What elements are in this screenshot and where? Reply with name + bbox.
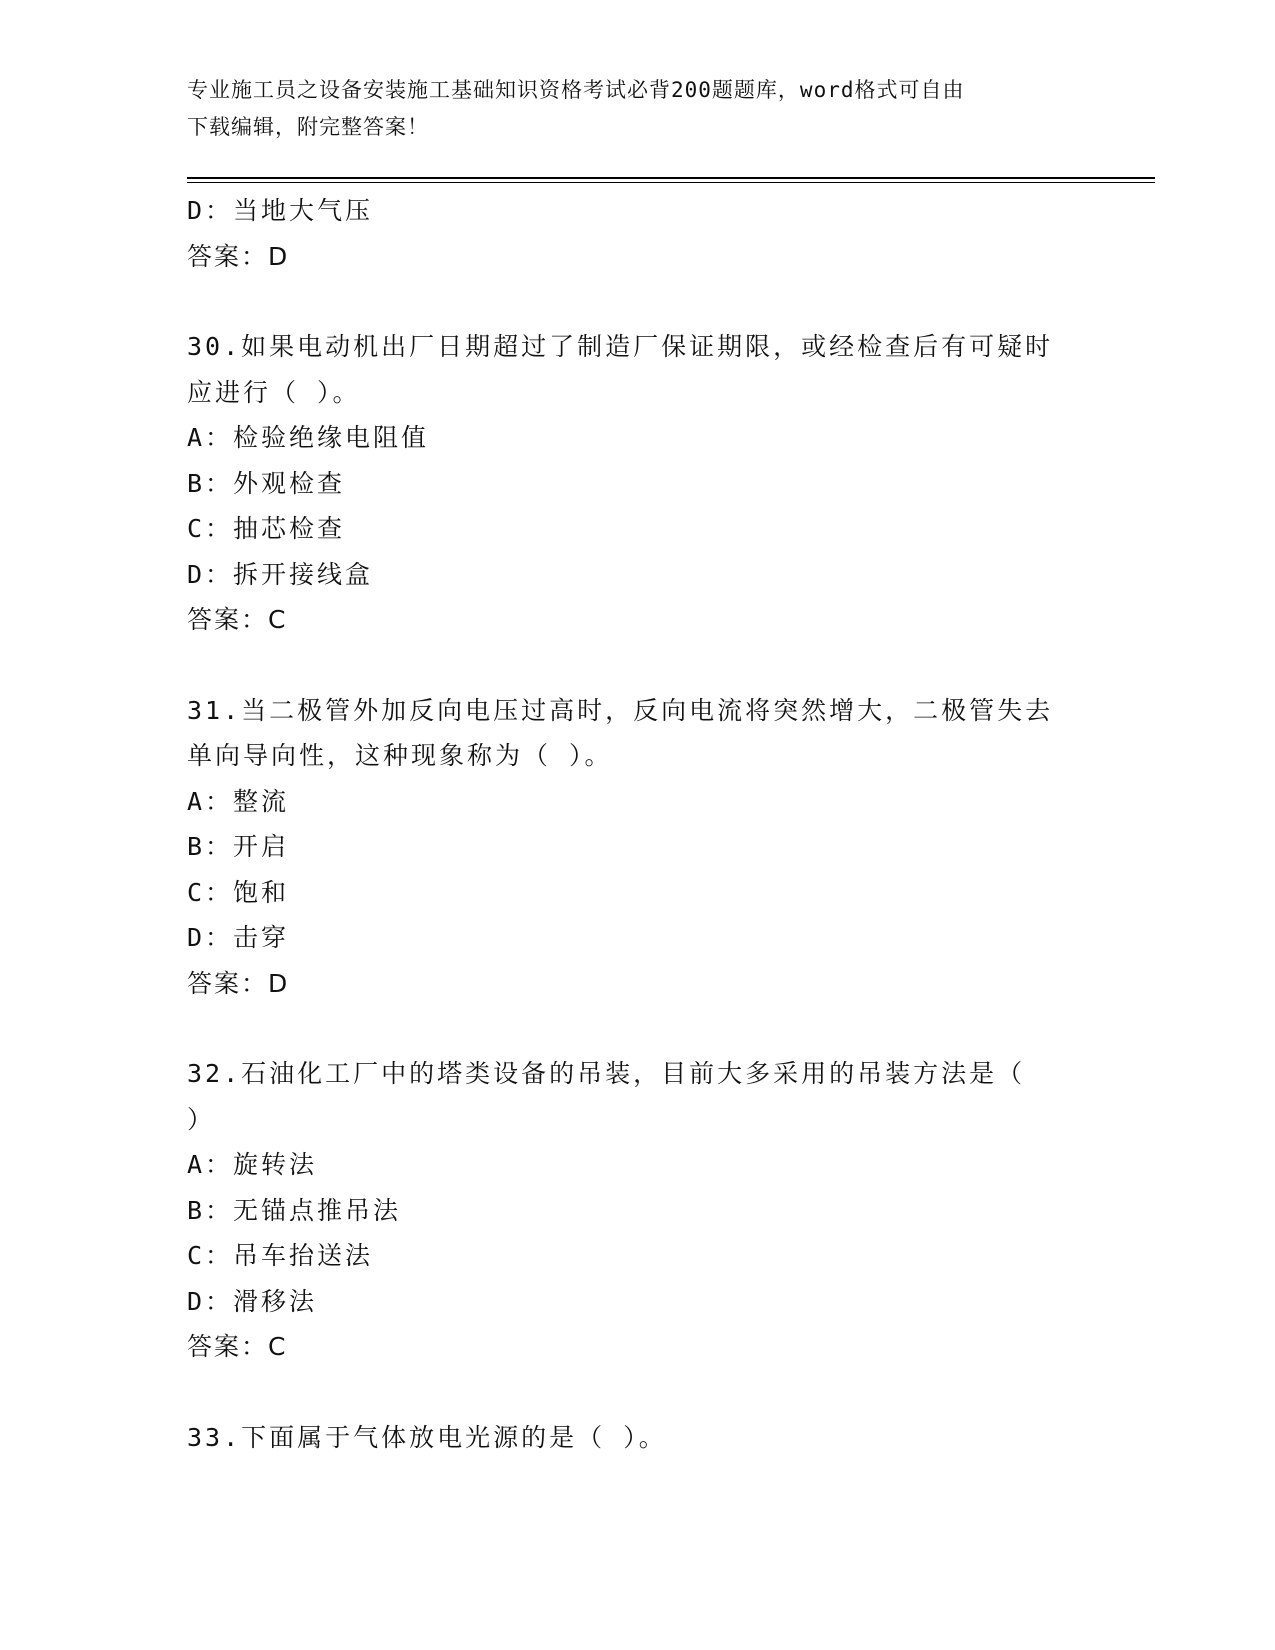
spacer — [187, 279, 1087, 324]
document-header — [187, 72, 1087, 146]
question-stem-line-2: ） — [187, 1104, 216, 1134]
spacer — [187, 1006, 1087, 1051]
question-32 — [187, 1051, 1087, 1370]
answer-text: 答案：D — [187, 241, 290, 271]
option-c: C：吊车抬送法 — [187, 1241, 374, 1270]
option-d: D：拆开接线盒 — [187, 559, 374, 589]
question-list — [187, 188, 1087, 1460]
option-b: B：外观检查 — [187, 468, 346, 498]
answer-text: 答案：D — [187, 968, 290, 998]
option-c: C：抽芯检查 — [187, 514, 346, 543]
question-stem-line-2: 应进行（ ）。 — [187, 377, 361, 407]
question-31 — [187, 688, 1087, 1007]
header-title-line-2: 下载编辑，附完整答案！ — [187, 115, 429, 139]
option-d: D：滑移法 — [187, 1286, 318, 1316]
option-c: C：饱和 — [187, 877, 290, 907]
header-divider-thick — [187, 177, 1155, 179]
question-stem-line-2: 单向导向性，这种现象称为（ ）。 — [187, 741, 613, 770]
option-b: B：开启 — [187, 832, 290, 861]
question-30 — [187, 324, 1087, 643]
option-a: A：检验绝缘电阻值 — [187, 423, 430, 452]
answer-text: 答案：C — [187, 605, 288, 634]
spacer — [187, 1370, 1087, 1415]
question-33 — [187, 1415, 1087, 1461]
option-d: D：击穿 — [187, 923, 290, 952]
answer-text: 答案：C — [187, 1332, 288, 1361]
option-a: A：整流 — [187, 786, 290, 816]
spacer — [187, 643, 1087, 688]
question-stem-line-1: 33.下面属于气体放电光源的是（ ）。 — [187, 1422, 667, 1452]
header-divider-thin — [187, 182, 1155, 183]
option-a: A：旋转法 — [187, 1150, 318, 1179]
option-d: D：当地大气压 — [187, 196, 374, 225]
question-29-fragment — [187, 188, 1087, 279]
question-stem-line-1: 32.石油化工厂中的塔类设备的吊装，目前大多采用的吊装方法是（ — [187, 1059, 1026, 1088]
question-stem-line-1: 31.当二极管外加反向电压过高时，反向电流将突然增大，二极管失去 — [187, 695, 1054, 725]
question-stem-line-1: 30.如果电动机出厂日期超过了制造厂保证期限，或经检查后有可疑时 — [187, 332, 1054, 361]
option-b: B：无锚点推吊法 — [187, 1195, 402, 1225]
header-title-line-1: 专业施工员之设备安装施工基础知识资格考试必背200题题库，word格式可自由 — [187, 78, 965, 102]
